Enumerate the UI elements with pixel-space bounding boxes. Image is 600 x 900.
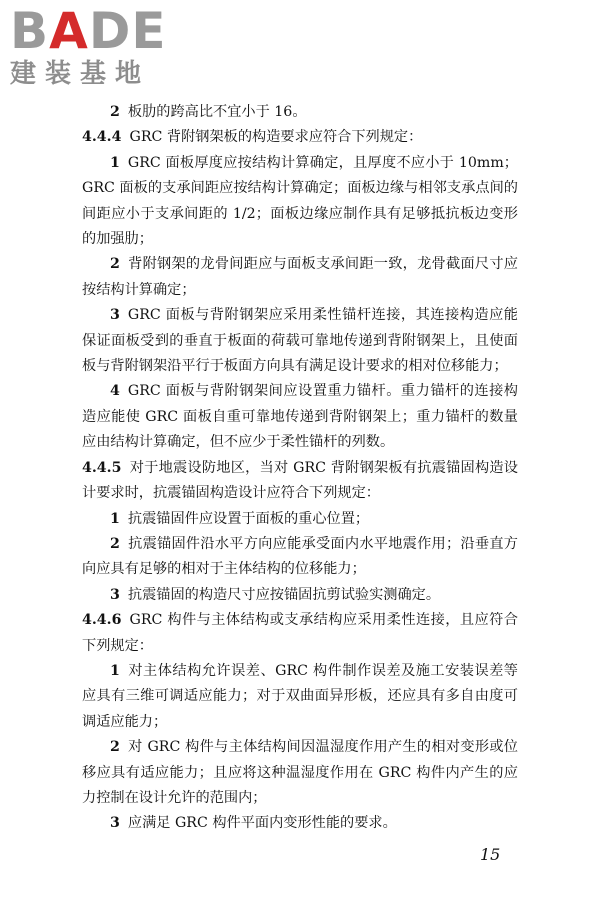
clause-heading: 4.4.6 GRC 构件与主体结构或支承结构应采用柔性连接，且应符合下列规定： [82,612,518,654]
clause-heading: 4.4.4 GRC 背附钢架板的构造要求应符合下列规定： [82,129,423,146]
logo [10,2,185,92]
list-item: 1 抗震锚固件应设置于面板的重心位置； [110,510,370,527]
logo-accent-letter: A [49,2,89,60]
list-item: 1 GRC 面板厚度应按结构计算确定，且厚度不应小于 10mm；GRC 面板的支承间距应按结构计算确定；面板边缘与相邻支承点间的间距应小于支承间距的 1/2；面板边缘应制作具有足够抵抗板边变形的加强肋； [82,154,518,248]
list-item: 1 对主体结构允许误差、GRC 构件制作误差及施工安装误差等应具有三维可调适应能力；对于双曲面异形板，还应具有多自由度可调适应能力； [82,662,518,730]
clause-heading: 4.4.5 对于地震设防地区，当对 GRC 背附钢架板有抗震锚固构造设计要求时，抗震锚固构造设计应符合下列规定： [82,459,518,502]
list-item: 3 抗震锚固的构造尺寸应按锚固抗剪试验实测确定。 [110,586,441,603]
logo-wordmark: BADE [10,2,167,60]
page-number: 15 [480,845,501,864]
list-item: 2 板肋的跨高比不宜小于 16。 [110,104,307,120]
logo-subtitle: 建装基地 [10,59,151,89]
list-item: 3 应满足 GRC 构件平面内变形性能的要求。 [110,815,397,832]
list-item: 3 GRC 面板与背附钢架应采用柔性锚杆连接，其连接构造应能保证面板受到的垂直于板面的荷载可靠地传递到背附钢架上，且使面板与背附钢架沿平行于板面方向具有满足设计要求的相对位移能力； [82,307,518,375]
list-item: 2 抗震锚固件沿水平方向应能承受面内水平地震作用；沿垂直方向应具有足够的相对于主体结构的位移能力； [82,535,518,578]
list-item: 2 对 GRC 构件与主体结构间因温湿度作用产生的相对变形或位移应具有适应能力；且应将这种温湿度作用在 GRC 构件内产生的应力控制在设计允许的范围内； [82,739,518,806]
list-item: 4 GRC 面板与背附钢架间应设置重力锚杆。重力锚杆的连接构造应能使 GRC 面板自重可靠地传递到背附钢架上；重力锚杆的数量应由结构计算确定，但不应少于柔性锚杆的列数。 [82,383,518,451]
list-item: 2 背附钢架的龙骨间距应与面板支承间距一致，龙骨截面尺寸应按结构计算确定； [82,256,518,298]
document-body [82,100,518,837]
